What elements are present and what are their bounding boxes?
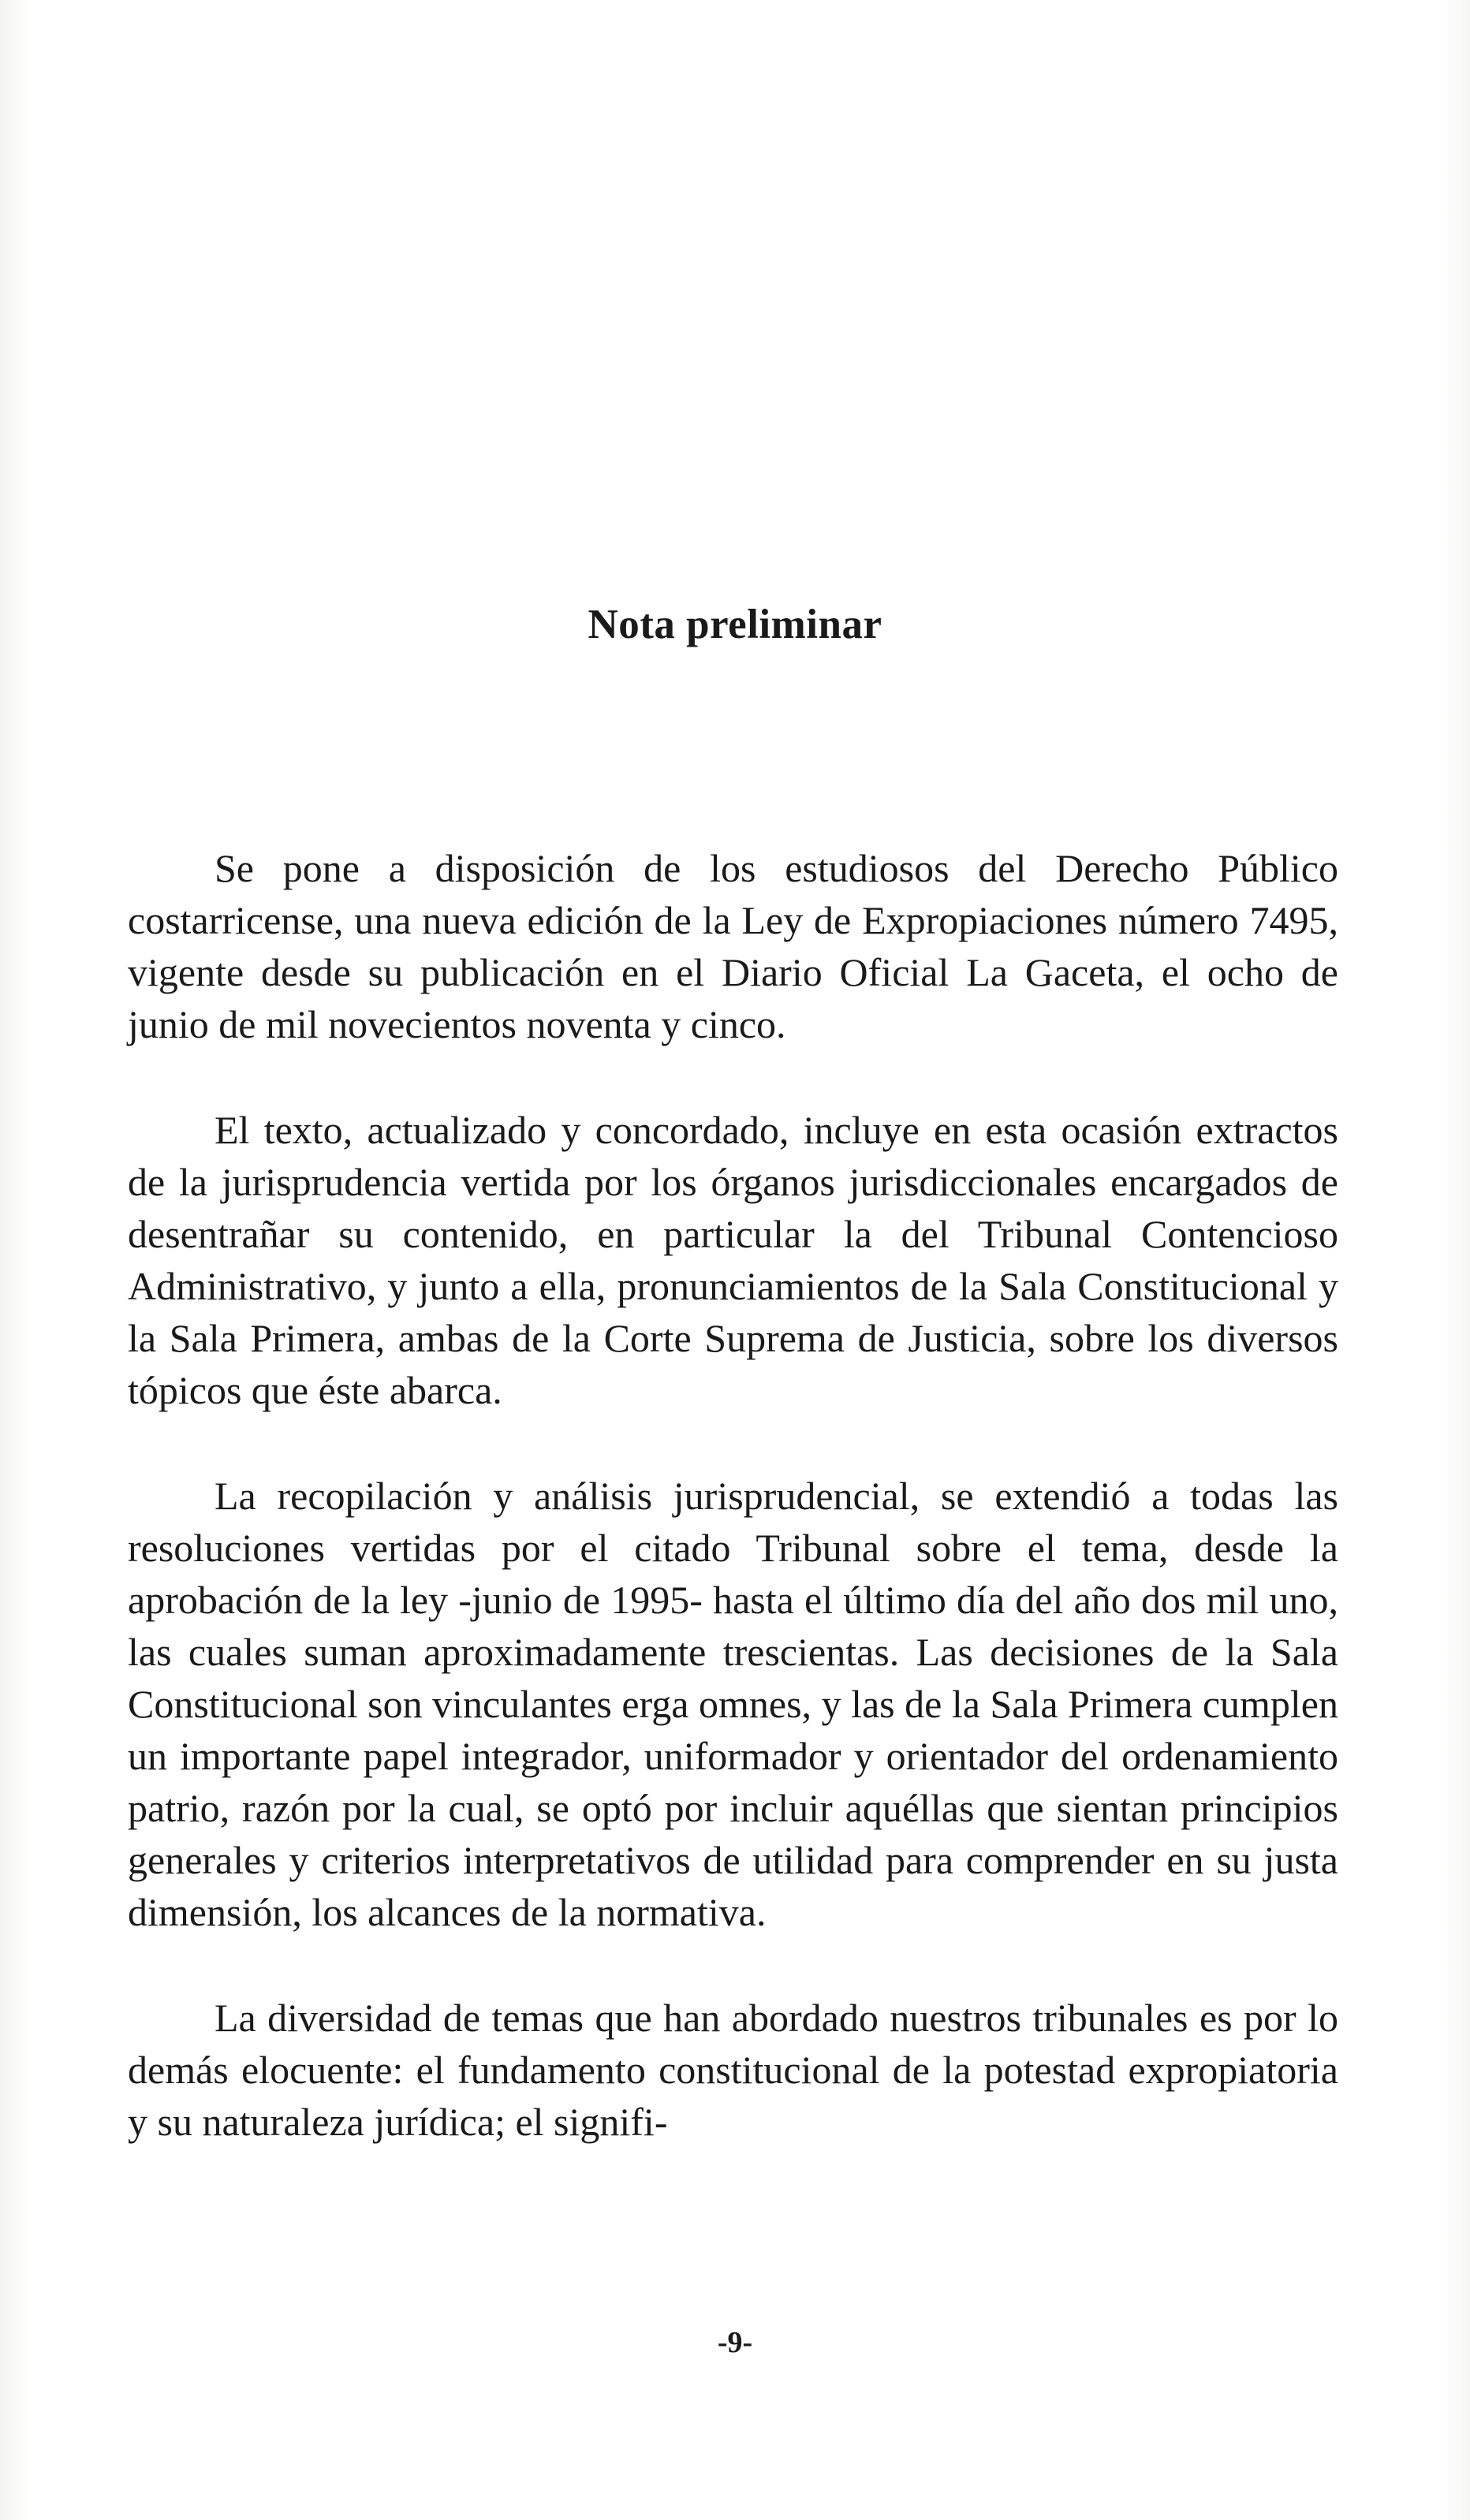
- paragraph-3: La recopilación y análisis jurisprudencial, se extendió a todas las resoluciones vertidas por el citado Tribunal sobre el tema, desde la aprobación de la ley -junio de 1995- hasta el último día del año dos mil uno, las cuales suman aproximadamente trescientas. Las decisiones de la Sala Constitucional son vinculantes erga omnes, y las de la Sala Primera cumplen un importante papel integrador, uniformador y orientador del ordenamiento patrio, razón por la cual, se optó por incluir aquéllas que sientan principios generales y criterios interpretativos de utilidad para comprender en su justa dimensión, los alcances de la normativa.: [128, 1474, 1338, 1934]
- page-number: -9-: [717, 2326, 753, 2359]
- body-text: [128, 842, 1338, 2148]
- paragraph-4: La diversidad de temas que han abordado nuestros tribunales es por lo demás elocuente: el fundamento constitucional de la potestad expropiatoria y su naturaleza jurídica; el signifi-: [128, 1996, 1338, 2144]
- page-title: Nota preliminar: [588, 602, 882, 647]
- paragraph-1: Se pone a disposición de los estudiosos del Derecho Público costarricense, una nueva edición de la Ley de Expropiaciones número 7495, vigente desde su publicación en el Diario Oficial La Gaceta, el ocho de junio de mil novecientos noventa y cinco.: [128, 846, 1338, 1046]
- paragraph-2: El texto, actualizado y concordado, incluye en esta ocasión extractos de la jurisprudencia vertida por los órganos jurisdiccionales encargados de desentrañar su contenido, en particular la del Tribunal Contencioso Administrativo, y junto a ella, pronunciamientos de la Sala Constitucional y la Sala Primera, ambas de la Corte Suprema de Justicia, sobre los diversos tópicos que éste abarca.: [128, 1108, 1338, 1412]
